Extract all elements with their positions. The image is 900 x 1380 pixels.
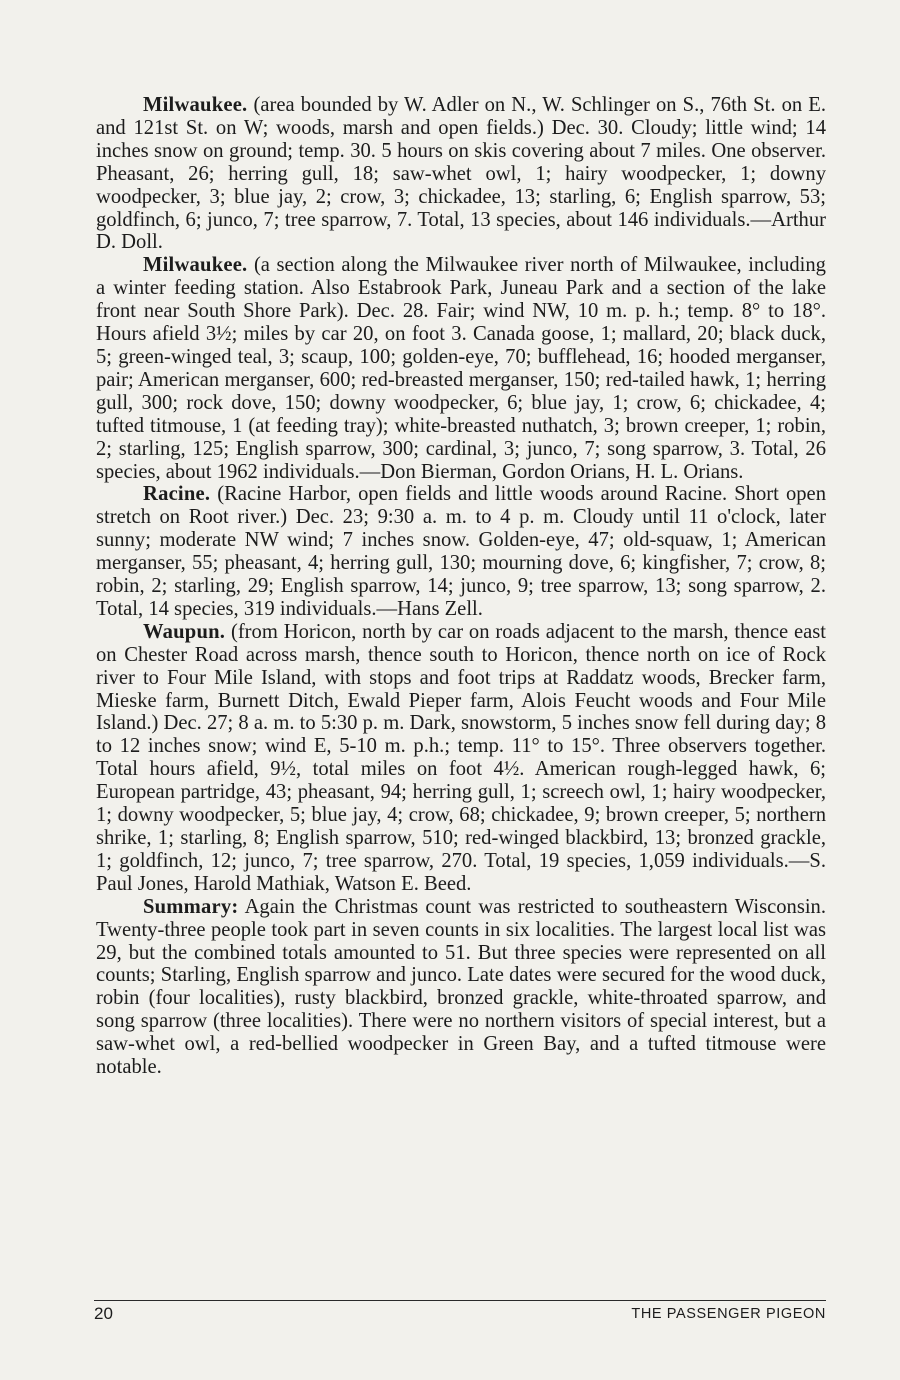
entry-text: Again the Christmas count was restricted to southeastern Wisconsin. Twenty-three people took part in seven counts in six localities. The largest local list was 29, but the combined totals amounted to 51. But three species were represented on all counts; Starling, English sparrow and junco. Late dates were secured for the wood duck, robin (four localities), rusty blackbird, bronzed grackle, white-throated sparrow, and song sparrow (three localities). There were no northern visitors of special interest, but a saw-whet owl, a red-bellied woodpecker in Green Bay, and a tufted titmouse were notable. [96, 895, 826, 1079]
count-entry-milwaukee-2 [96, 254, 826, 483]
entry-text: (from Horicon, north by car on roads adjacent to the marsh, thence east on Chester Road across marsh, thence south to Horicon, thence north on ice of Rock river to Four Mile Island, with stops and foot trips at Raddatz woods, Brecker farm, Mieske farm, Burnett Ditch, Ewald Pieper farm, Alois Feucht woods and Four Mile Island.) Dec. 27; 8 a. m. to 5:30 p. m. Dark, snowstorm, 5 inches snow fell during day; 8 to 12 inches snow; wind E, 5-10 m. p.h.; temp. 11° to 15°. Three observers together. Total hours afield, 9½, total miles on foot 4½. American rough-legged hawk, 6; European partridge, 43; pheasant, 94; herring gull, 1; screech owl, 1; hairy woodpecker, 1; downy woodpecker, 5; blue jay, 4; crow, 68; chickadee, 9; brown creeper, 5; northern shrike, 1; starling, 8; English sparrow, 510; red-winged blackbird, 13; bronzed grackle, 1; goldfinch, 12; junco, 7; tree sparrow, 270. Total, 19 species, 1,059 individuals.—S. Paul Jones, Harold Mathiak, Watson E. Beed. [96, 620, 826, 895]
running-title: THE PASSENGER PIGEON [631, 1306, 826, 1322]
entry-text: (a section along the Milwaukee river north of Milwaukee, including a winter feeding station. Also Estabrook Park, Juneau Park and a section of the lake front near South Shore Park). Dec. 28. Fair; wind NW, 10 m. p. h.; temp. 8° to 18°. Hours afield 3½; miles by car 20, on foot 3. Canada goose, 1; mallard, 20; black duck, 5; green-winged teal, 3; scaup, 100; golden-eye, 70; bufflehead, 16; hooded merganser, pair; American merganser, 600; red-breasted merganser, 150; red-tailed hawk, 1; herring gull, 300; rock dove, 150; downy woodpecker, 6; blue jay, 1; crow, 6; chickadee, 4; tufted titmouse, 1 (at feeding tray); white-breasted nuthatch, 3; brown creeper, 1; robin, 2; starling, 125; English sparrow, 300; cardinal, 3; junco, 7; song sparrow, 3. Total, 26 species, about 1962 individuals.—Don Bierman, Gordon Orians, H. L. Orians. [96, 254, 826, 483]
entry-text: (area bounded by W. Adler on N., W. Schlinger on S., 76th St. on E. and 121st St. on W; woods, marsh and open fields.) Dec. 30. Cloudy; little wind; 14 inches snow on ground; temp. 30. 5 hours on skis covering about 7 miles. One observer. Pheasant, 26; herring gull, 18; saw-whet owl, 1; hairy woodpecker, 1; downy woodpecker, 3; blue jay, 2; crow, 3; chickadee, 13; starling, 6; English sparrow, 53; goldfinch, 6; junco, 7; tree sparrow, 7. Total, 13 species, about 146 individuals.—Arthur D. Doll. [96, 94, 826, 254]
page-footer [94, 1300, 826, 1323]
count-entry-waupun [96, 621, 826, 896]
count-entry-racine [96, 483, 826, 620]
entry-title: Milwaukee. [143, 94, 248, 116]
summary-paragraph [96, 896, 826, 1079]
entry-title: Waupun. [143, 620, 226, 643]
page-number: 20 [94, 1304, 113, 1323]
entry-title: Summary: [143, 895, 239, 918]
count-entry-milwaukee-1 [96, 94, 826, 254]
entry-text: (Racine Harbor, open fields and little woods around Racine. Short open stretch on Root river.) Dec. 23; 9:30 a. m. to 4 p. m. Cloudy until 11 o'clock, later sunny; moderate NW wind; 7 inches snow. Golden-eye, 47; old-squaw, 1; American merganser, 55; pheasant, 4; herring gull, 130; mourning dove, 6; kingfisher, 7; crow, 8; robin, 2; starling, 29; English sparrow, 14; junco, 9; tree sparrow, 13; song sparrow, 2. Total, 14 species, 319 individuals.—Hans Zell. [96, 483, 826, 620]
entry-title: Milwaukee. [143, 254, 248, 277]
entry-title: Racine. [143, 483, 211, 506]
article-body [96, 94, 826, 1079]
